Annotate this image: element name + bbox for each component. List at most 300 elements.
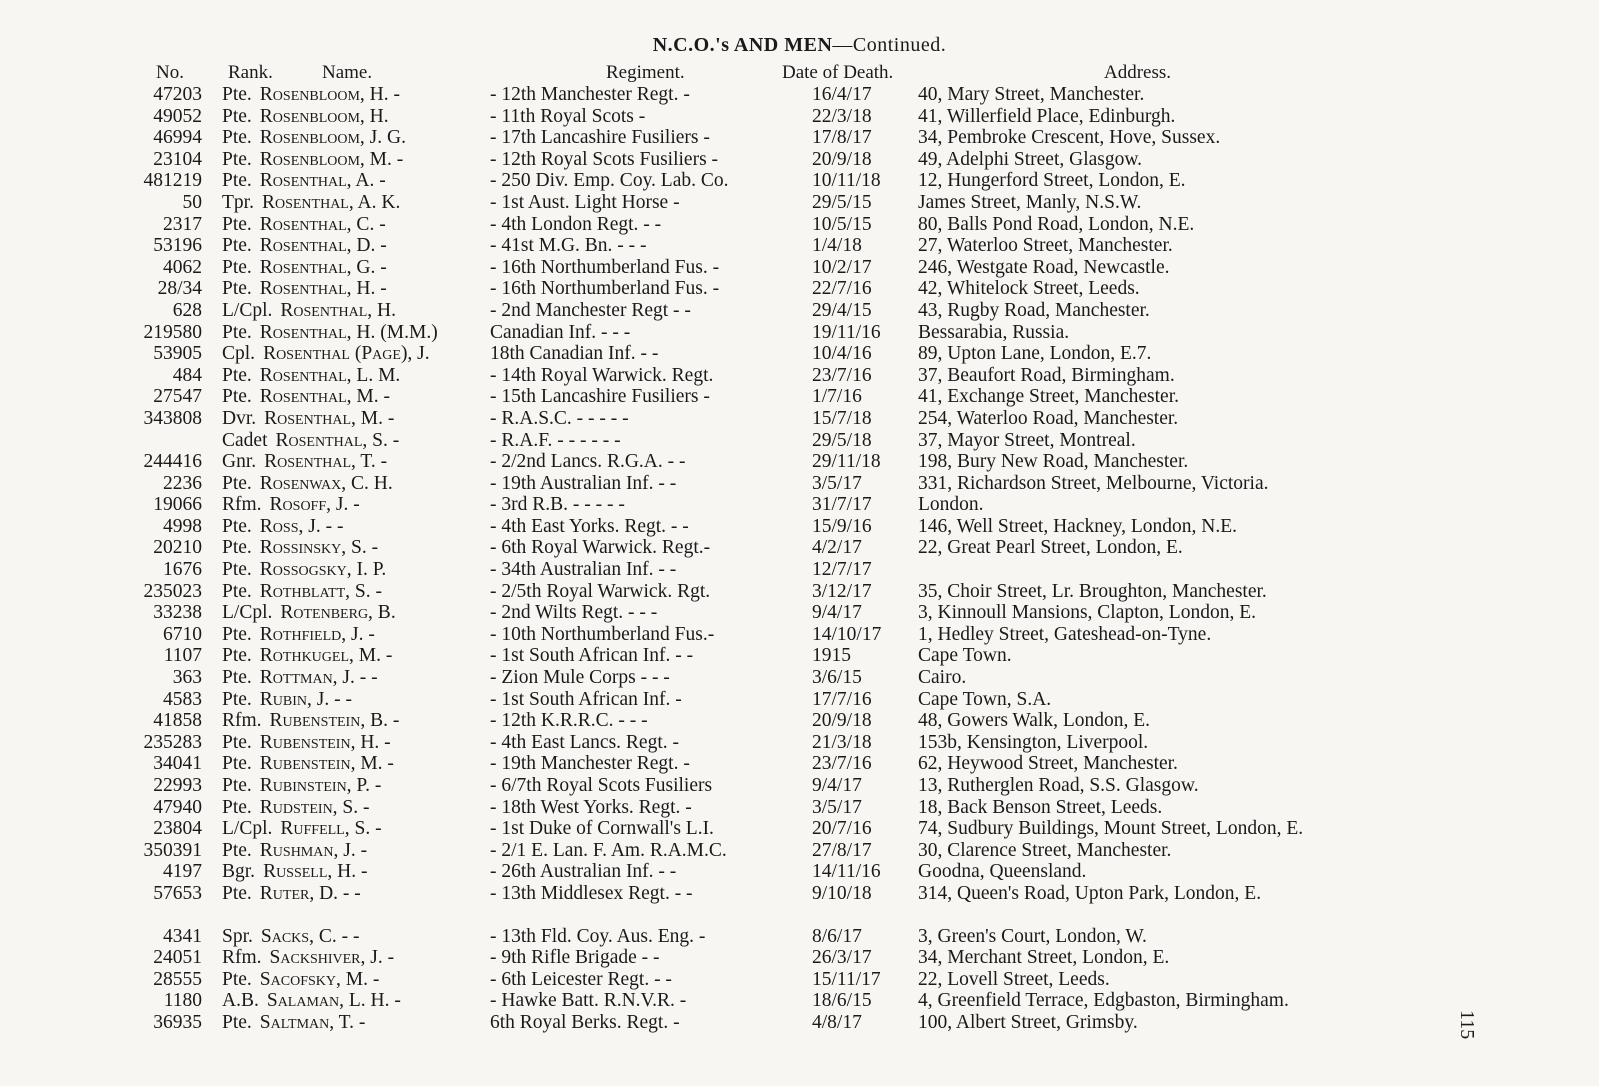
table-row <box>0 990 1599 1012</box>
name-cell: Rothkugel, M. - <box>259 645 393 667</box>
table-row <box>0 667 1599 689</box>
regiment-cell: - 19th Australian Inf. - - <box>490 472 677 494</box>
date-cell: 3/12/17 <box>812 580 872 602</box>
regiment-cell: - 4th East Yorks. Regt. - - <box>490 515 689 537</box>
table-row <box>0 797 1599 819</box>
name-cell: Rothblatt, S. - <box>259 580 382 602</box>
rank-cell: Pte. <box>222 731 252 753</box>
rank-name-cell <box>222 516 343 538</box>
name-cell: Ruffell, S. - <box>280 818 382 840</box>
number-cell: 1180 <box>163 990 202 1012</box>
name-cell: Rottman, J. - - <box>259 667 378 689</box>
rank-name-cell <box>222 840 367 862</box>
date-cell: 3/5/17 <box>812 796 862 818</box>
name-cell: Rosenwax, C. H. <box>259 472 393 494</box>
rank-name-cell <box>222 235 387 257</box>
address-cell: 41, Willerfield Place, Edinburgh. <box>918 105 1176 127</box>
rank-cell: Rfm. <box>222 494 262 516</box>
table-row <box>0 883 1599 905</box>
regiment-cell: - 41st M.G. Bn. - - - <box>490 235 647 257</box>
address-cell: 3, Kinnoull Mansions, Clapton, London, E. <box>918 602 1256 624</box>
table-row <box>0 192 1599 214</box>
address-cell: 18, Back Benson Street, Leeds. <box>918 796 1163 818</box>
table-row <box>0 969 1599 991</box>
number-cell: 4998 <box>163 515 202 537</box>
regiment-cell: - 17th Lancashire Fusiliers - <box>490 127 710 149</box>
number-cell: 2236 <box>163 472 202 494</box>
rank-cell: Rfm. <box>222 710 262 732</box>
rank-name-cell <box>222 645 392 667</box>
address-cell: 254, Waterloo Road, Manchester. <box>918 407 1179 429</box>
rank-name-cell <box>222 883 361 905</box>
table-row <box>0 149 1599 171</box>
rank-cell: Pte. <box>222 968 252 990</box>
number-cell: 24051 <box>153 947 202 969</box>
address-cell: 40, Mary Street, Manchester. <box>918 84 1145 105</box>
number-cell: 2317 <box>163 213 202 235</box>
date-cell: 3/5/17 <box>812 472 862 494</box>
table-row <box>0 430 1599 452</box>
rank-name-cell <box>222 602 396 624</box>
rank-cell: Cpl. <box>222 343 256 365</box>
rank-name-cell <box>222 797 370 819</box>
date-cell: 10/5/15 <box>812 213 872 235</box>
name-cell: Rubenstein, B. - <box>269 710 400 732</box>
rank-cell: Pte. <box>222 753 252 775</box>
address-cell: 80, Balls Pond Road, London, N.E. <box>918 213 1195 235</box>
casualty-list <box>0 84 1599 1034</box>
rank-name-cell <box>222 192 400 214</box>
table-row <box>0 559 1599 581</box>
date-cell: 1/4/18 <box>812 235 862 257</box>
table-row <box>0 947 1599 969</box>
date-cell: 29/5/18 <box>812 429 872 451</box>
number-cell: 235023 <box>143 580 202 602</box>
table-row <box>0 926 1599 948</box>
date-cell: 29/4/15 <box>812 299 872 321</box>
regiment-cell: - Hawke Batt. R.N.V.R. - <box>490 990 687 1012</box>
address-cell: Cairo. <box>918 667 967 689</box>
rank-name-cell <box>222 473 393 495</box>
regiment-cell: - Zion Mule Corps - - - <box>490 667 670 689</box>
name-cell: Rosenthal, C. - <box>259 213 386 235</box>
table-row <box>0 602 1599 624</box>
address-cell: 43, Rugby Road, Manchester. <box>918 299 1150 321</box>
table-row <box>0 235 1599 257</box>
number-cell: 47203 <box>153 84 202 105</box>
rank-cell: Pte. <box>222 688 252 710</box>
address-cell: 1, Hedley Street, Gateshead-on-Tyne. <box>918 623 1212 645</box>
header-no: No. <box>156 62 184 83</box>
rank-cell: Bgr. <box>222 861 256 883</box>
name-cell: Ruter, D. - - <box>259 882 361 904</box>
rank-name-cell <box>222 84 400 106</box>
address-cell: 4, Greenfield Terrace, Edgbaston, Birmingham. <box>918 990 1289 1012</box>
number-cell: 19066 <box>153 494 202 516</box>
number-cell: 363 <box>172 667 202 689</box>
address-cell: 146, Well Street, Hackney, London, N.E. <box>918 515 1238 537</box>
regiment-cell: - 1st Duke of Cornwall's L.I. <box>490 818 714 840</box>
name-cell: Rushman, J. - <box>259 839 368 861</box>
number-cell: 484 <box>172 364 202 386</box>
number-cell: 33238 <box>153 602 202 624</box>
rank-cell: Pte. <box>222 1011 252 1033</box>
address-cell: 153b, Kensington, Liverpool. <box>918 731 1149 753</box>
name-cell: Sacks, C. - - <box>260 925 360 947</box>
rank-cell: Pte. <box>222 515 252 537</box>
number-cell: 27547 <box>153 386 202 408</box>
regiment-cell: - 2/2nd Lancs. R.G.A. - - <box>490 451 686 473</box>
table-row <box>0 322 1599 344</box>
number-cell: 22993 <box>153 775 202 796</box>
number-cell: 46994 <box>153 127 202 149</box>
name-cell: Sacofsky, M. - <box>259 968 380 990</box>
date-cell: 20/9/18 <box>812 148 872 170</box>
rank-cell: Tpr. <box>222 191 254 213</box>
address-cell: 198, Bury New Road, Manchester. <box>918 451 1189 473</box>
regiment-cell: - 12th Royal Scots Fusiliers - <box>490 148 719 170</box>
header-rank: Rank. <box>228 62 273 83</box>
page-number: 115 <box>1456 1010 1478 1040</box>
table-row <box>0 840 1599 862</box>
rank-cell: Pte. <box>222 537 252 559</box>
rank-cell: Spr. <box>222 925 253 947</box>
address-cell: 89, Upton Lane, London, E.7. <box>918 343 1152 365</box>
address-cell: 12, Hungerford Street, London, E. <box>918 170 1186 192</box>
name-cell: Rosenthal, H. - <box>259 278 387 300</box>
rank-name-cell <box>222 343 430 365</box>
regiment-cell: - 6th Royal Warwick. Regt.- <box>490 537 711 559</box>
rank-cell: Pte. <box>222 364 252 386</box>
rank-cell: A.B. <box>222 990 259 1012</box>
table-row <box>0 537 1599 559</box>
number-cell: 57653 <box>153 882 202 904</box>
date-cell: 15/9/16 <box>812 515 872 537</box>
number-cell: 4062 <box>163 256 202 278</box>
name-cell: Rosenbloom, M. - <box>259 148 404 170</box>
table-row <box>0 278 1599 300</box>
rank-name-cell <box>222 753 394 775</box>
name-cell: Saltman, T. - <box>259 1011 366 1033</box>
rank-name-cell <box>222 257 387 279</box>
address-cell: 30, Clarence Street, Manchester. <box>918 839 1172 861</box>
name-cell: Rosenthal, A. K. <box>261 191 401 213</box>
table-row <box>0 214 1599 236</box>
regiment-cell: - R.A.F. - - - - - - <box>490 429 621 451</box>
regiment-cell: - 6/7th Royal Scots Fusiliers <box>490 775 713 796</box>
date-cell: 9/10/18 <box>812 882 872 904</box>
date-cell: 1915 <box>812 645 851 667</box>
date-cell: 3/6/15 <box>812 667 862 689</box>
date-cell: 14/11/16 <box>812 861 881 883</box>
name-cell: Rosenthal, A. - <box>259 170 386 192</box>
address-cell: 3, Green's Court, London, W. <box>918 925 1147 947</box>
rank-cell: Pte. <box>222 148 252 170</box>
number-cell: 4197 <box>163 861 202 883</box>
number-cell: 1107 <box>163 645 202 667</box>
number-cell: 36935 <box>153 1011 202 1033</box>
rank-cell: Pte. <box>222 213 252 235</box>
number-cell: 20210 <box>153 537 202 559</box>
regiment-cell: - 16th Northumberland Fus. - <box>490 278 720 300</box>
rank-cell: Pte. <box>222 839 252 861</box>
date-cell: 22/3/18 <box>812 105 872 127</box>
rank-cell: Pte. <box>222 623 252 645</box>
rank-cell: Pte. <box>222 321 252 343</box>
address-cell: 41, Exchange Street, Manchester. <box>918 386 1179 408</box>
number-cell: 23804 <box>153 818 202 840</box>
regiment-cell: - 1st South African Inf. - <box>490 688 682 710</box>
date-cell: 23/7/16 <box>812 753 872 775</box>
rank-cell: Pte. <box>222 256 252 278</box>
rank-cell: Pte. <box>222 472 252 494</box>
number-cell: 4583 <box>163 688 202 710</box>
rank-name-cell <box>222 214 386 236</box>
date-cell: 10/2/17 <box>812 256 872 278</box>
name-cell: Rosenthal, T. - <box>264 451 388 473</box>
date-cell: 10/4/16 <box>812 343 872 365</box>
regiment-cell: - 1st South African Inf. - - <box>490 645 694 667</box>
table-row <box>0 732 1599 754</box>
name-cell: Russell, H. - <box>263 861 368 883</box>
rank-cell: Cadet <box>222 429 268 451</box>
regiment-cell: - 2/5th Royal Warwick. Rgt. <box>490 580 711 602</box>
number-cell: 49052 <box>153 105 202 127</box>
address-cell: 100, Albert Street, Grimsby. <box>918 1011 1138 1033</box>
address-cell: Goodna, Queensland. <box>918 861 1087 883</box>
address-cell: 35, Choir Street, Lr. Broughton, Manchester. <box>918 580 1267 602</box>
number-cell: 628 <box>172 299 202 321</box>
table-row <box>0 473 1599 495</box>
header-address: Address. <box>1104 62 1172 83</box>
rank-name-cell <box>222 861 367 883</box>
number-cell: 28/34 <box>157 278 202 300</box>
rank-cell: Rfm. <box>222 947 262 969</box>
name-cell: Rudstein, S. - <box>259 796 370 818</box>
regiment-cell: - 11th Royal Scots - <box>490 105 646 127</box>
table-row <box>0 1012 1599 1034</box>
rank-cell: Pte. <box>222 580 252 602</box>
rank-name-cell <box>222 127 406 149</box>
address-cell: 22, Lovell Street, Leeds. <box>918 968 1110 990</box>
table-row <box>0 451 1599 473</box>
table-row <box>0 645 1599 667</box>
rank-name-cell <box>222 667 378 689</box>
table-row <box>0 170 1599 192</box>
table-row <box>0 408 1599 430</box>
number-cell: 50 <box>182 191 202 213</box>
table-row <box>0 689 1599 711</box>
rank-name-cell <box>222 926 359 948</box>
address-cell: 48, Gowers Walk, London, E. <box>918 710 1151 732</box>
rank-name-cell <box>222 559 386 581</box>
address-cell: 37, Mayor Street, Montreal. <box>918 429 1136 451</box>
date-cell: 4/8/17 <box>812 1011 862 1033</box>
date-cell: 15/11/17 <box>812 968 881 990</box>
address-cell: 42, Whitelock Street, Leeds. <box>918 278 1140 300</box>
date-cell: 19/11/16 <box>812 321 881 343</box>
regiment-cell: - 16th Northumberland Fus. - <box>490 256 720 278</box>
regiment-cell: - 26th Australian Inf. - - <box>490 861 677 883</box>
regiment-cell: 6th Royal Berks. Regt. - <box>490 1011 680 1033</box>
regiment-cell: - 15th Lancashire Fusiliers - <box>490 386 710 408</box>
name-cell: Rosenthal, H. (M.M.) <box>259 321 438 343</box>
address-cell: 27, Waterloo Street, Manchester. <box>918 235 1173 257</box>
rank-cell: L/Cpl. <box>222 818 273 840</box>
rank-name-cell <box>222 278 387 300</box>
rank-name-cell <box>222 430 399 452</box>
regiment-cell: - 13th Fld. Coy. Aus. Eng. - <box>490 925 706 947</box>
number-cell: 41858 <box>153 710 202 732</box>
date-cell: 31/7/17 <box>812 494 872 516</box>
name-cell: Rossogsky, I. P. <box>259 559 387 581</box>
rank-cell: Pte. <box>222 278 252 300</box>
table-row <box>0 300 1599 322</box>
name-cell: Rosenthal, G. - <box>259 256 387 278</box>
name-cell: Rosenthal, S. - <box>275 429 400 451</box>
name-cell: Rossinsky, S. - <box>259 537 379 559</box>
number-cell: 1676 <box>163 559 202 581</box>
number-cell: 53196 <box>153 235 202 257</box>
table-row <box>0 775 1599 797</box>
rank-name-cell <box>222 710 399 732</box>
rank-cell: Pte. <box>222 127 252 149</box>
rank-name-cell <box>222 322 438 344</box>
rank-cell: Pte. <box>222 170 252 192</box>
address-cell: 34, Pembroke Crescent, Hove, Sussex. <box>918 127 1221 149</box>
rank-cell: Pte. <box>222 775 252 796</box>
name-cell: Salaman, L. H. - <box>266 990 401 1012</box>
name-cell: Rosenthal, M. - <box>259 386 391 408</box>
rank-cell: Pte. <box>222 882 252 904</box>
address-cell: Cape Town. <box>918 645 1012 667</box>
table-row <box>0 386 1599 408</box>
date-cell: 4/2/17 <box>812 537 862 559</box>
number-cell: 28555 <box>153 968 202 990</box>
rank-name-cell <box>222 1012 365 1034</box>
number-cell: 343808 <box>143 407 202 429</box>
table-row <box>0 710 1599 732</box>
regiment-cell: - 4th East Lancs. Regt. - <box>490 731 679 753</box>
regiment-cell: - 4th London Regt. - - <box>490 213 662 235</box>
date-cell: 20/9/18 <box>812 710 872 732</box>
rank-cell: Gnr. <box>222 451 257 473</box>
table-row <box>0 106 1599 128</box>
rank-name-cell <box>222 947 394 969</box>
regiment-cell: Canadian Inf. - - - <box>490 321 631 343</box>
name-cell: Rubinstein, P. - <box>259 775 382 796</box>
date-cell: 16/4/17 <box>812 84 872 105</box>
date-cell: 9/4/17 <box>812 775 862 796</box>
address-cell: James Street, Manly, N.S.W. <box>918 191 1142 213</box>
address-cell: 34, Merchant Street, London, E. <box>918 947 1170 969</box>
date-cell: 23/7/16 <box>812 364 872 386</box>
regiment-cell: 18th Canadian Inf. - - <box>490 343 659 365</box>
rank-name-cell <box>222 365 400 387</box>
address-cell: London. <box>918 494 984 516</box>
rank-cell: Pte. <box>222 645 252 667</box>
rank-name-cell <box>222 386 390 408</box>
rank-name-cell <box>222 408 394 430</box>
date-cell: 12/7/17 <box>812 559 872 581</box>
number-cell: 219580 <box>143 321 202 343</box>
address-cell: 246, Westgate Road, Newcastle. <box>918 256 1170 278</box>
rank-name-cell <box>222 451 387 473</box>
rank-cell: L/Cpl. <box>222 299 273 321</box>
rank-name-cell <box>222 300 396 322</box>
rank-name-cell <box>222 990 401 1012</box>
address-cell: Cape Town, S.A. <box>918 688 1052 710</box>
table-row <box>0 343 1599 365</box>
header-date: Date of Death. <box>782 62 894 83</box>
table-row <box>0 818 1599 840</box>
rank-name-cell <box>222 775 381 797</box>
date-cell: 20/7/16 <box>812 818 872 840</box>
regiment-cell: - 250 Div. Emp. Coy. Lab. Co. <box>490 170 729 192</box>
name-cell: Rosenbloom, J. G. <box>259 127 406 149</box>
date-cell: 17/8/17 <box>812 127 872 149</box>
table-row <box>0 861 1599 883</box>
name-cell: Rosenthal, D. - <box>259 235 387 257</box>
regiment-cell: - 6th Leicester Regt. - - <box>490 968 672 990</box>
regiment-cell: - 18th West Yorks. Regt. - <box>490 796 692 818</box>
number-cell: 47940 <box>153 796 202 818</box>
date-cell: 9/4/17 <box>812 602 862 624</box>
regiment-cell: - 14th Royal Warwick. Regt. <box>490 364 714 386</box>
rank-name-cell <box>222 581 382 603</box>
date-cell: 15/7/18 <box>812 407 872 429</box>
regiment-cell: - 2nd Wilts Regt. - - - <box>490 602 658 624</box>
table-row <box>0 516 1599 538</box>
date-cell: 8/6/17 <box>812 925 862 947</box>
rank-name-cell <box>222 818 382 840</box>
date-cell: 1/7/16 <box>812 386 862 408</box>
regiment-cell: - 13th Middlesex Regt. - - <box>490 882 693 904</box>
header-regiment: Regiment. <box>606 62 685 83</box>
rank-cell: Pte. <box>222 559 252 581</box>
number-cell: 53905 <box>153 343 202 365</box>
number-cell: 244416 <box>143 451 202 473</box>
name-cell: Rosenthal, L. M. <box>259 364 401 386</box>
regiment-cell: - 12th Manchester Regt. - <box>490 84 690 105</box>
regiment-cell: - 3rd R.B. - - - - - <box>490 494 625 516</box>
table-row <box>0 84 1599 106</box>
number-cell: 235283 <box>143 731 202 753</box>
table-row <box>0 127 1599 149</box>
rank-name-cell <box>222 106 389 128</box>
address-cell: 37, Beaufort Road, Birmingham. <box>918 364 1175 386</box>
name-cell: Rosenbloom, H. - <box>259 84 400 105</box>
rank-cell: Pte. <box>222 796 252 818</box>
regiment-cell: - 1st Aust. Light Horse - <box>490 191 680 213</box>
number-cell: 23104 <box>153 148 202 170</box>
rank-cell: L/Cpl. <box>222 602 273 624</box>
table-row <box>0 494 1599 516</box>
address-cell: 74, Sudbury Buildings, Mount Street, London, E. <box>918 818 1304 840</box>
date-cell: 27/8/17 <box>812 839 872 861</box>
regiment-cell: - 9th Rifle Brigade - - <box>490 947 660 969</box>
regiment-cell: - 10th Northumberland Fus.- <box>490 623 715 645</box>
address-cell: 49, Adelphi Street, Glasgow. <box>918 148 1143 170</box>
name-cell: Rosenthal, M. - <box>264 407 395 429</box>
address-cell: Bessarabia, Russia. <box>918 321 1070 343</box>
date-cell: 22/7/16 <box>812 278 872 300</box>
table-row <box>0 624 1599 646</box>
name-cell: Rotenberg, B. <box>280 602 396 624</box>
date-cell: 29/5/15 <box>812 191 872 213</box>
address-cell: 314, Queen's Road, Upton Park, London, E. <box>918 882 1262 904</box>
name-cell: Rubenstein, H. - <box>259 731 391 753</box>
